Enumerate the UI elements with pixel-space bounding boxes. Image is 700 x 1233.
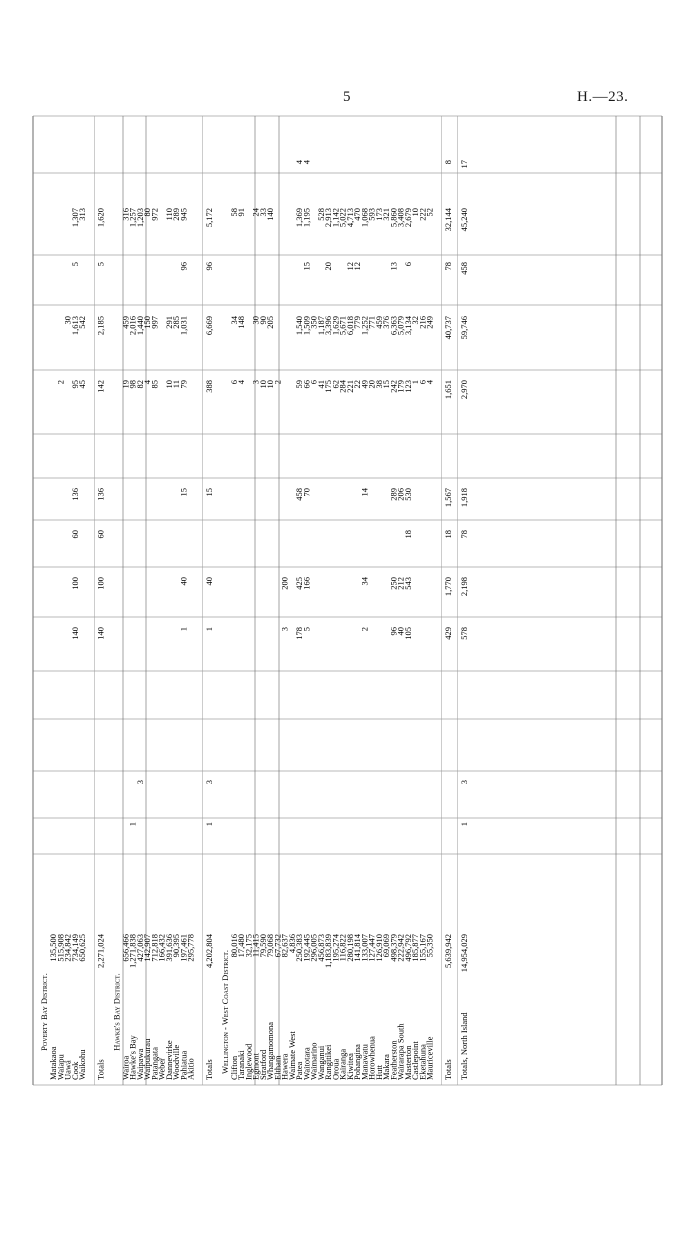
cell-value: 2,185 — [95, 316, 106, 336]
cell-value: 1,031 — [178, 316, 189, 336]
cell-value: 3 — [458, 780, 469, 785]
row-label: Pohangina — [352, 1044, 362, 1080]
cell-value: 33 — [257, 208, 268, 217]
cell-value: 284 — [337, 380, 348, 393]
cell-value: 3,408 — [395, 208, 406, 228]
row-label: Hutt — [373, 1064, 384, 1080]
cell-value: 69,069 — [381, 934, 391, 958]
table-row — [55, 380, 65, 1080]
cell-value: 40,737 — [442, 316, 453, 340]
cell-value: 997 — [149, 316, 160, 329]
cell-value: 59,746 — [458, 316, 469, 340]
cell-value: 291 — [163, 316, 174, 329]
cell-value: 5,671 — [337, 316, 348, 336]
row-label: Akitio — [185, 1058, 196, 1080]
cell-value: 96 — [178, 262, 189, 271]
section-heading — [220, 950, 230, 1074]
cell-value: 14,954,029 — [458, 934, 469, 973]
row-label: Totals — [203, 1059, 214, 1080]
totals-row — [442, 116, 453, 1085]
cell-value: 34 — [359, 577, 370, 586]
cell-value: 3,396 — [323, 316, 333, 336]
cell-value: 80,016 — [228, 934, 239, 958]
cell-value: 1 — [127, 822, 138, 827]
cell-value: 4,713 — [344, 208, 355, 228]
cell-value: 2,016 — [127, 316, 138, 336]
cell-value: 458 — [294, 488, 304, 501]
cell-value: 95 — [69, 380, 80, 389]
cell-value: 1 — [178, 627, 189, 632]
cell-value: 173 — [373, 208, 384, 221]
totals-row — [458, 116, 469, 1085]
cell-value: 59 — [294, 380, 304, 389]
cell-value: 80 — [142, 208, 152, 217]
cell-value: 11,415 — [250, 934, 261, 958]
cell-value: 391,636 — [163, 934, 174, 962]
cell-value: 148 — [236, 316, 246, 329]
row-label: Patangata — [149, 1046, 160, 1080]
cell-value: 20 — [323, 262, 333, 271]
cell-value: 459 — [120, 316, 131, 329]
cell-value: 40 — [203, 577, 214, 586]
cell-value: 5,079 — [395, 316, 406, 336]
cell-value: 3 — [203, 780, 214, 785]
cell-value: 3 — [279, 627, 290, 632]
row-label: Eltham — [272, 1055, 283, 1080]
cell-value: 295,778 — [185, 934, 196, 962]
cell-value: 1,307 — [69, 208, 80, 228]
totals-row — [203, 116, 214, 1085]
cell-value: 6 — [417, 380, 428, 385]
cell-value: 22 — [352, 380, 362, 389]
cell-value: 1,187 — [315, 316, 326, 336]
row-label: Kiwitea — [344, 1053, 355, 1080]
cell-value: 45,240 — [458, 208, 469, 232]
row-label: Masterton — [402, 1045, 413, 1080]
cell-value: 1,183,839 — [323, 934, 333, 968]
cell-value: 2,198 — [458, 577, 469, 597]
section-heading — [111, 973, 121, 1051]
cell-value: 1,918 — [458, 488, 469, 508]
cell-value: 528 — [315, 208, 326, 221]
cell-value: 296,005 — [308, 934, 319, 962]
cell-value: 24 — [250, 208, 261, 217]
cell-value: 85 — [149, 380, 160, 389]
cell-value: 140 — [265, 208, 275, 221]
cell-value: 542 — [77, 316, 87, 329]
cell-value: 1,509 — [301, 316, 312, 336]
cell-value: 2,913 — [323, 208, 333, 228]
cell-value: 2,970 — [458, 380, 469, 400]
cell-value: 6 — [228, 380, 239, 385]
row-label: Kairanga — [337, 1048, 348, 1080]
row-label: Dannevirke — [163, 1040, 174, 1080]
cell-value: 32,144 — [442, 208, 453, 232]
section-heading-text: Wellington - West Coast District. — [219, 949, 230, 1075]
cell-value: 175 — [323, 380, 333, 393]
cell-value: 945 — [178, 208, 189, 221]
cell-value: 32,175 — [243, 934, 254, 958]
cell-value: 289 — [388, 488, 399, 501]
row-label: Egmont — [250, 1053, 261, 1080]
cell-value: 15 — [178, 488, 189, 497]
row-label: Waitotara — [301, 1047, 312, 1080]
cell-value: 498,379 — [388, 934, 399, 962]
cell-value: 4 — [294, 160, 304, 165]
cell-value: 6 — [308, 380, 319, 385]
cell-value: 429 — [442, 627, 453, 640]
cell-value: 4 — [236, 380, 246, 385]
cell-value: 1,770 — [442, 577, 453, 597]
table-row — [280, 577, 290, 1080]
cell-value: 82 — [134, 380, 145, 389]
cell-value: 126,910 — [373, 934, 384, 962]
row-label: Stratford — [257, 1049, 268, 1080]
cell-value: 593 — [366, 208, 377, 221]
row-label: Totals — [442, 1059, 453, 1080]
cell-value: 289 — [171, 208, 181, 221]
row-label: Manawatu — [359, 1044, 370, 1080]
cell-value: 12 — [344, 262, 355, 271]
row-label: Castlepoint — [410, 1041, 420, 1080]
cell-value: 350 — [308, 316, 319, 329]
cell-value: 771 — [366, 316, 377, 329]
cell-value: 221 — [344, 380, 355, 393]
cell-value: 285 — [171, 316, 181, 329]
cell-value: 222 — [417, 208, 428, 221]
cell-value: 4,202,804 — [203, 934, 214, 968]
row-label: Waimate West — [286, 1031, 297, 1080]
row-label: Featherston — [388, 1040, 399, 1080]
cell-value: 250 — [388, 577, 399, 590]
cell-value: 6 — [402, 262, 413, 267]
cell-value: 2 — [55, 380, 66, 385]
cell-value: 1,257 — [127, 208, 138, 228]
row-label: Horowhenua — [366, 1036, 377, 1080]
cell-value: 1,271,838 — [127, 934, 138, 968]
row-label: Waipukurau — [142, 1038, 152, 1080]
row-label: Whangamomona — [265, 1021, 275, 1080]
cell-value: 5,860 — [388, 208, 399, 228]
row-label: Wairoa — [120, 1055, 131, 1080]
cell-value: 3 — [250, 380, 261, 385]
cell-value: 734,149 — [69, 934, 80, 962]
cell-value: 11 — [171, 380, 181, 389]
cell-value: 133,007 — [359, 934, 370, 962]
cell-value: 212 — [395, 577, 406, 590]
cell-value: 140 — [95, 627, 106, 640]
cell-value: 38 — [373, 380, 384, 389]
table-row — [309, 316, 319, 1080]
table-row — [77, 208, 87, 1080]
cell-value: 60 — [95, 530, 106, 539]
cell-value: 316 — [120, 208, 131, 221]
cell-value: 58 — [228, 208, 239, 217]
row-label: Makara — [381, 1054, 391, 1080]
cell-value: 5,172 — [203, 208, 214, 228]
row-label: Inglewood — [243, 1043, 254, 1080]
cell-value: 1,651 — [442, 380, 453, 400]
cell-value: 166,432 — [156, 934, 167, 962]
row-label: Weber — [156, 1058, 167, 1080]
cell-value: 1,142 — [330, 208, 341, 228]
cell-value: 578 — [458, 627, 469, 640]
cell-value: 972 — [149, 208, 160, 221]
cell-value: 34 — [228, 316, 239, 325]
row-label: Waipawa — [134, 1048, 145, 1080]
cell-value: 656,466 — [120, 934, 131, 962]
cell-value: 376 — [381, 316, 391, 329]
row-label: Oroua — [330, 1058, 341, 1080]
cell-value: 19 — [120, 380, 131, 389]
cell-value: 49 — [359, 380, 370, 389]
cell-value: 530 — [402, 488, 413, 501]
row-label: Cook — [69, 1061, 80, 1080]
cell-value: 280,198 — [344, 934, 355, 962]
cell-value: 55,350 — [424, 934, 435, 958]
cell-value: 1,613 — [69, 316, 80, 336]
cell-value: 1 — [203, 822, 214, 827]
row-label: Matakaoa — [48, 1046, 58, 1080]
cell-value: 32 — [410, 316, 420, 325]
cell-value: 388 — [203, 380, 214, 393]
cell-value: 12 — [352, 262, 362, 271]
cell-value: 206 — [395, 488, 406, 501]
row-label: Eketahuna — [417, 1044, 428, 1080]
cell-value: 110 — [163, 208, 174, 221]
cell-value: 1,620 — [95, 208, 106, 228]
cell-value: 178 — [294, 627, 304, 640]
cell-value: 78 — [458, 530, 469, 539]
cell-value: 205 — [265, 316, 275, 329]
cell-value: 6,018 — [344, 316, 355, 336]
cell-value: 5 — [95, 262, 106, 267]
cell-value: 10 — [265, 380, 275, 389]
cell-value: 8 — [442, 160, 453, 165]
cell-value: 650,625 — [77, 934, 87, 962]
row-label: Mauriceville — [424, 1036, 435, 1080]
cell-value: 123 — [402, 380, 413, 393]
section-heading-text: Hawke's Bay District. — [111, 973, 122, 1051]
row-label: Clifton — [228, 1055, 239, 1080]
cell-value: 41 — [315, 380, 326, 389]
cell-value: 1,203 — [134, 208, 145, 228]
cell-value: 105 — [402, 627, 413, 640]
cell-value: 6,669 — [203, 316, 214, 336]
cell-value: 4 — [142, 380, 152, 385]
cell-value: 62 — [330, 380, 341, 389]
row-label: Totals, North Island — [458, 1012, 469, 1080]
cell-value: 195,274 — [330, 934, 341, 962]
cell-value: 234,842 — [62, 934, 73, 962]
cell-value: 15 — [381, 380, 391, 389]
cell-value: 10 — [410, 208, 420, 217]
cell-value: 67,732 — [272, 934, 283, 958]
cell-value: 79,590 — [257, 934, 268, 958]
cell-value: 141,814 — [352, 934, 362, 962]
cell-value: 135,500 — [48, 934, 58, 962]
cell-value: 5 — [69, 262, 80, 267]
cell-value: 98 — [127, 380, 138, 389]
cell-value: 4 — [424, 380, 435, 385]
cell-value: 140 — [69, 627, 80, 640]
cell-value: 4 — [301, 160, 312, 165]
cell-value: 222,942 — [395, 934, 406, 962]
cell-value: 4,836 — [286, 934, 297, 954]
table-row — [63, 316, 73, 1080]
cell-value: 515,908 — [55, 934, 66, 962]
cell-value: 1,567 — [442, 488, 453, 508]
cell-value: 15 — [203, 488, 214, 497]
cell-value: 60 — [69, 530, 80, 539]
cell-value: 250,383 — [294, 934, 304, 962]
cell-value: 136 — [95, 488, 106, 501]
row-label: Pahiatua — [178, 1050, 189, 1080]
cell-value: 3,134 — [402, 316, 413, 336]
cell-value: 10 — [163, 380, 174, 389]
row-label: Rangitikei — [323, 1044, 333, 1080]
cell-value: 127,447 — [366, 934, 377, 962]
cell-value: 425 — [294, 577, 304, 590]
cell-value: 18 — [442, 530, 453, 539]
row-label: Woodville — [171, 1044, 181, 1080]
cell-value: 185,877 — [410, 934, 420, 962]
cell-value: 1 — [410, 380, 420, 385]
row-label: Hawera — [279, 1053, 290, 1080]
cell-value: 45 — [77, 380, 87, 389]
cell-value: 321 — [381, 208, 391, 221]
table-row — [425, 208, 435, 1080]
cell-value: 150 — [142, 316, 152, 329]
cell-value: 79,068 — [265, 934, 275, 958]
cell-value: 543 — [402, 577, 413, 590]
row-label: Waimarino — [308, 1042, 319, 1080]
cell-value: 142,907 — [142, 934, 152, 962]
cell-value: 96 — [203, 262, 214, 271]
document-reference: H.—23. — [577, 89, 629, 105]
cell-value: 458 — [458, 262, 469, 275]
table-row — [272, 380, 282, 1080]
totals-row — [94, 116, 105, 1085]
cell-value: 6,363 — [388, 316, 399, 336]
section-heading-text: Poverty Bay District. — [39, 973, 49, 1051]
row-label: Uawa — [62, 1060, 73, 1080]
cell-value: 313 — [77, 208, 87, 221]
cell-value: 40 — [395, 627, 406, 636]
cell-value: 91 — [236, 208, 246, 217]
cell-value: 200 — [279, 577, 290, 590]
row-label: Waikohu — [77, 1049, 87, 1080]
row-label: Hawke's Bay — [127, 1035, 138, 1080]
row-label: Taranaki — [236, 1050, 246, 1080]
cell-value: 459 — [373, 316, 384, 329]
cell-value: 5,022 — [337, 208, 348, 228]
cell-value: 779 — [352, 316, 362, 329]
row-label: Wanganui — [315, 1045, 326, 1080]
cell-value: 2,679 — [402, 208, 413, 228]
cell-value: 82,637 — [279, 934, 290, 958]
cell-value: 5,639,942 — [442, 934, 453, 968]
cell-value: 3 — [134, 780, 145, 785]
row-label: Totals — [95, 1059, 106, 1080]
cell-value: 2,271,024 — [95, 934, 106, 968]
cell-value: 1,369 — [294, 208, 304, 228]
cell-value: 1,252 — [359, 316, 370, 336]
cell-value: 216 — [417, 316, 428, 329]
cell-value: 427,063 — [134, 934, 145, 962]
cell-value: 100 — [95, 577, 106, 590]
cell-value: 1 — [203, 627, 214, 632]
cell-value: 142 — [95, 380, 106, 393]
cell-value: 40 — [178, 577, 189, 586]
cell-value: 116,822 — [337, 934, 348, 962]
section-heading — [39, 973, 49, 1051]
cell-value: 1 — [458, 822, 469, 827]
cell-value: 192,445 — [301, 934, 312, 962]
cell-value: 1,540 — [294, 316, 304, 336]
cell-value: 66 — [301, 380, 312, 389]
cell-value: 179 — [395, 380, 406, 393]
cell-value: 100 — [69, 577, 80, 590]
cell-value: 456,873 — [315, 934, 326, 962]
cell-value: 70 — [301, 488, 312, 497]
cell-value: 1,068 — [359, 208, 370, 228]
cell-value: 5 — [301, 627, 312, 632]
cell-value: 79 — [178, 380, 189, 389]
cell-value: 20 — [366, 380, 377, 389]
cell-value: 78 — [442, 262, 453, 271]
cell-value: 90 — [257, 316, 268, 325]
cell-value: 712,818 — [149, 934, 160, 962]
cell-value: 242 — [388, 380, 399, 393]
cell-value: 52 — [424, 208, 435, 217]
row-label: Wairarapa South — [395, 1023, 406, 1080]
cell-value: 96 — [388, 627, 399, 636]
row-label: Patea — [294, 1061, 304, 1080]
cell-value: 13 — [388, 262, 399, 271]
cell-value: 155,167 — [417, 934, 428, 962]
cell-value: 496,792 — [402, 934, 413, 962]
row-label: Waiapu — [55, 1054, 66, 1080]
cell-value: 10 — [257, 380, 268, 389]
cell-value: 166 — [301, 577, 312, 590]
cell-value: 197,461 — [178, 934, 189, 962]
cell-value: 1,629 — [330, 316, 341, 336]
cell-value: 18 — [402, 530, 413, 539]
cell-value: 90,395 — [171, 934, 181, 958]
cell-value: 1,195 — [301, 208, 312, 228]
cell-value: 17,480 — [236, 934, 246, 958]
cell-value: 2 — [272, 380, 283, 385]
page-number: 5 — [343, 89, 351, 105]
cell-value: 30 — [250, 316, 261, 325]
cell-value: 14 — [359, 488, 370, 497]
cell-value: 470 — [352, 208, 362, 221]
cell-value: 1,440 — [134, 316, 145, 336]
cell-value: 30 — [62, 316, 73, 325]
cell-value: 249 — [424, 316, 435, 329]
cell-value: 136 — [69, 488, 80, 501]
cell-value: 17 — [458, 160, 469, 169]
cell-value: 2 — [359, 627, 370, 632]
cell-value: 15 — [301, 262, 312, 271]
